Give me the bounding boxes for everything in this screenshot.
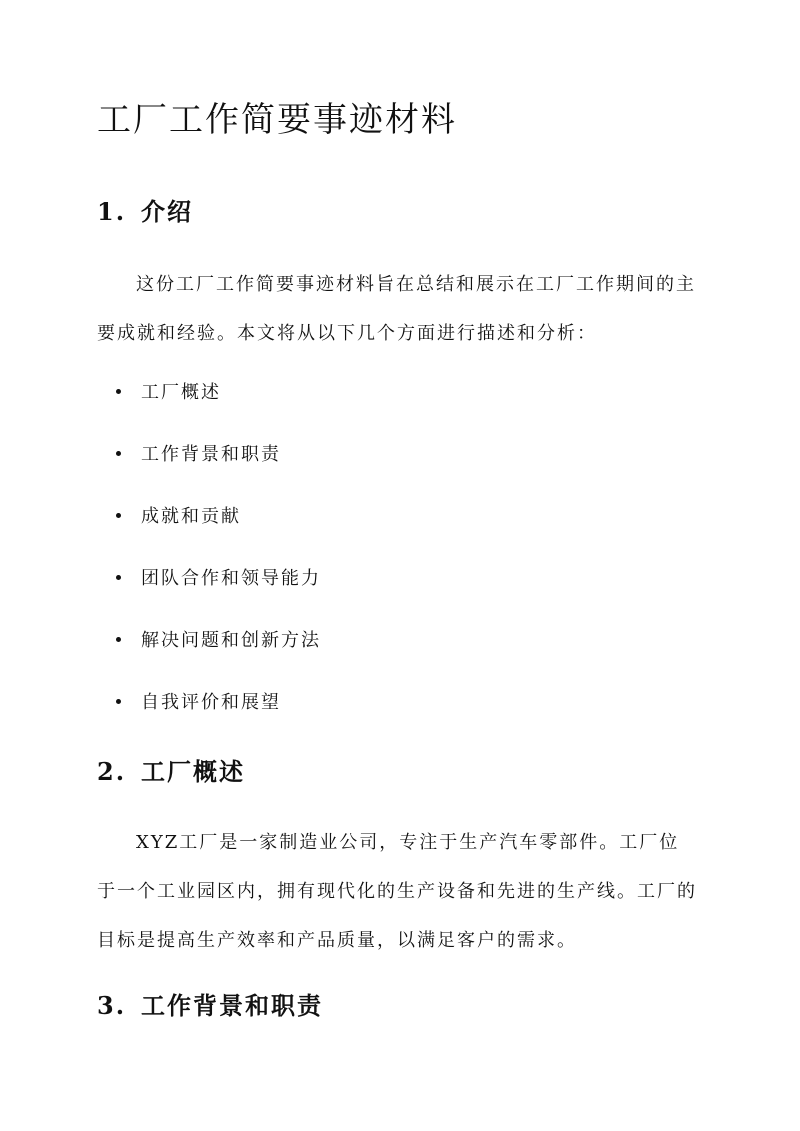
list-item bbox=[116, 434, 321, 496]
section-number: 1. bbox=[97, 197, 127, 226]
list-item-label: 团队合作和领导能力 bbox=[141, 568, 321, 589]
list-item bbox=[116, 496, 321, 558]
list-item bbox=[116, 372, 321, 434]
list-item-label: 成就和贡献 bbox=[141, 506, 241, 527]
list-item-label: 自我评价和展望 bbox=[141, 692, 281, 713]
list-item bbox=[116, 620, 321, 682]
topic-list bbox=[116, 372, 321, 744]
bullet-icon bbox=[116, 699, 121, 704]
list-item-label: 工厂概述 bbox=[141, 382, 221, 403]
section-heading-factory-overview bbox=[97, 754, 245, 790]
factory-overview-paragraph: XYZ工厂是一家制造业公司，专注于生产汽车零部件。工厂位于一个工业园区内，拥有现代化的生产设备和先进的生产线。工厂的目标是提高生产效率和产品质量，以满足客户的需求。 bbox=[97, 832, 697, 951]
section-heading-intro bbox=[97, 194, 193, 230]
list-item bbox=[116, 558, 321, 620]
bullet-icon bbox=[116, 513, 121, 518]
list-item bbox=[116, 682, 321, 744]
section-number: 2. bbox=[97, 757, 127, 786]
section-heading-work-background bbox=[97, 988, 323, 1024]
section-title: 介绍 bbox=[141, 197, 193, 226]
intro-paragraph: 这份工厂工作简要事迹材料旨在总结和展示在工厂工作期间的主要成就和经验。本文将从以下几个方面进行描述和分析： bbox=[97, 274, 696, 344]
list-item-label: 工作背景和职责 bbox=[141, 444, 281, 465]
section-title: 工作背景和职责 bbox=[141, 991, 323, 1020]
section-title: 工厂概述 bbox=[141, 757, 245, 786]
bullet-icon bbox=[116, 637, 121, 642]
bullet-icon bbox=[116, 575, 121, 580]
bullet-icon bbox=[116, 389, 121, 394]
list-item-label: 解决问题和创新方法 bbox=[141, 630, 321, 651]
document-title: 工厂工作简要事迹材料 bbox=[97, 100, 457, 140]
bullet-icon bbox=[116, 451, 121, 456]
section-number: 3. bbox=[97, 991, 127, 1020]
